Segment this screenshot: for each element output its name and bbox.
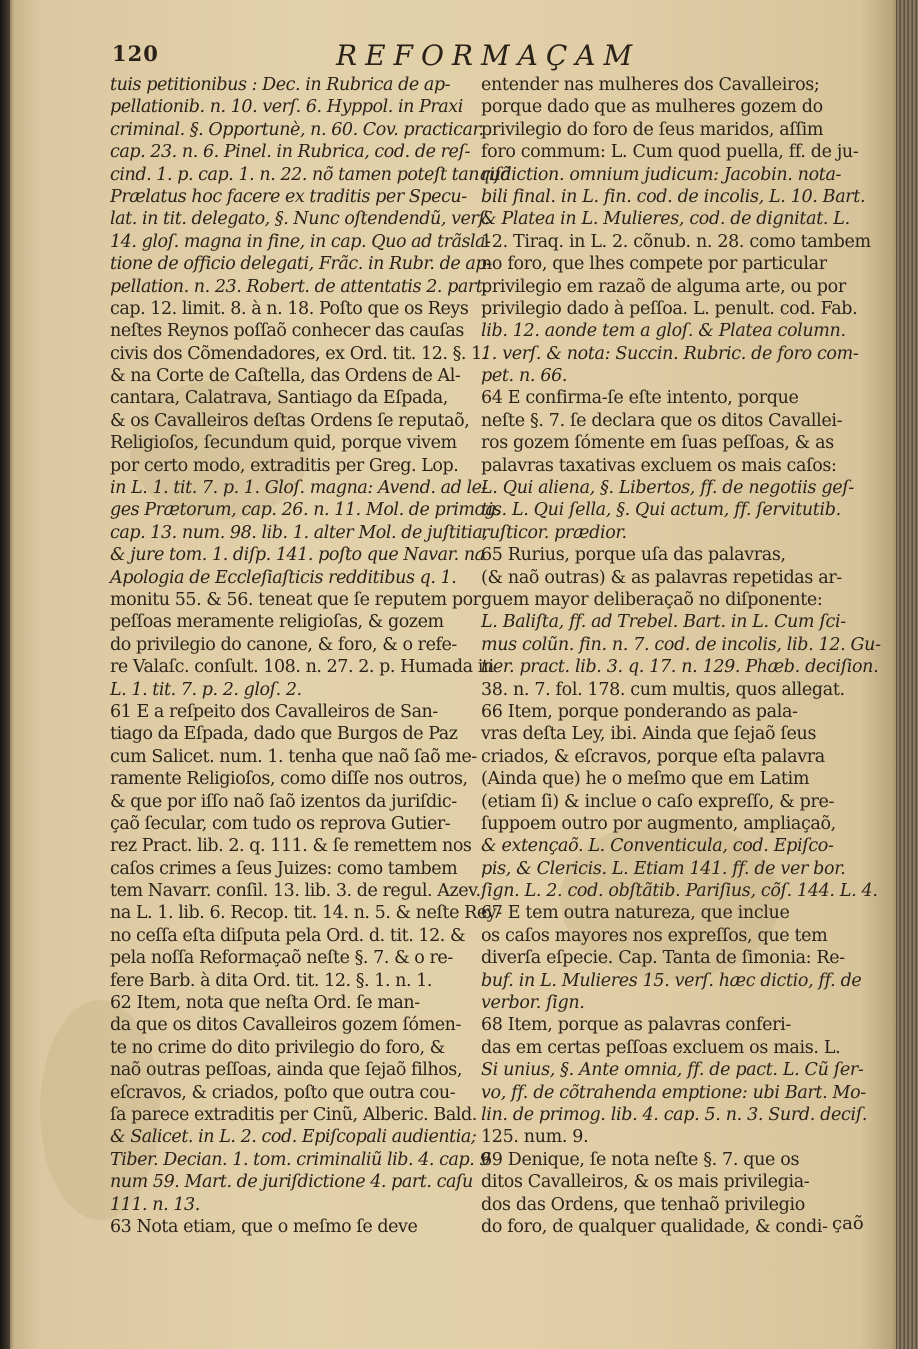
text-line: 111. n. 13. [110,1194,200,1215]
text-line: privilegio dado à peſſoa. L. penult. cod. Fab. [481,298,858,319]
text-line: (& naõ outras) & as palavras repetidas ar- [481,567,842,588]
text-line: eſcravos, & criados, poſto que outra cou- [110,1082,456,1103]
text-line: 125. num. 9. [481,1127,589,1148]
text-line: palavras taxativas excluem os mais caſos: [481,455,837,476]
text-line: cum Salicet. num. 1. tenha que naõ ſaõ me- [110,746,477,767]
text-line: dos das Ordens, que tenhaõ privilegio [481,1194,805,1215]
text-line: na L. 1. lib. 6. Recop. tit. 14. n. 5. & neſte Rey- [110,903,502,924]
text-line: 67 E tem outra natureza, que inclue [481,903,790,924]
text-line: no ceſſa eſta diſputa pela Ord. d. tit. 12. & [110,925,466,946]
text-line: Prælatus hoc facere ex traditis per Specu- [110,186,467,207]
text-line: do foro, de qualquer qualidade, & condi- [481,1216,828,1237]
page-number: 120 [112,41,159,66]
text-line: 14. gloſ. magna in fine, in cap. Quo ad trãsla- [110,231,491,252]
text-line: 38. n. 7. fol. 178. cum multis, quos allegat. [481,679,845,700]
text-line: da que os ditos Cavalleiros gozem ſómen- [110,1015,461,1036]
text-line: buf. in L. Mulieres 15. verſ. hæc dictio, ff. de [481,970,862,991]
text-line: re Valaſc. conſult. 108. n. 27. 2. p. Humada in [110,657,494,678]
text-line: & os Cavalleiros deſtas Ordens ſe reputaõ, [110,410,470,431]
text-line: L. Qui aliena, §. Libertos, ff. de negotiis geſ- [481,478,854,499]
text-line: os caſos mayores nos expreſſos, que tem [481,925,828,946]
text-line: (Ainda que) he o meſmo que em Latim [481,769,810,790]
text-line: privilegio em razaõ de alguma arte, ou por [481,276,846,297]
text-line: riſdiction. omnium judicum: Jacobin. nota- [481,164,842,185]
text-line: pela noſſa Reformaçaõ neſte §. 7. & o re- [110,948,453,969]
text-line: 1. verſ. & nota: Succin. Rubric. de foro com- [481,343,859,364]
text-line: te no crime do dito privilegio do foro, & [110,1037,445,1058]
text-line: Apologia de Eccleſiaſticis redditibus q. 1. [110,567,457,588]
text-line: 65 Rurius, porque uſa das palavras, [481,545,786,566]
text-line: privilegio do foro de ſeus maridos, aſſim [481,119,824,140]
text-line: in L. 1. tit. 7. p. 1. Gloſ. magna: Avend. ad le- [110,478,487,499]
text-line: entender nas mulheres dos Cavalleiros; [481,75,820,95]
text-line: lat. in tit. delegato, §. Nunc oſtendendũ, verſ. [110,209,490,230]
text-line: & extençaõ. L. Conventicula, cod. Epiſco- [481,836,834,857]
text-line: criminal. §. Opportunè, n. 60. Cov. practicar. [110,119,484,140]
text-line: bili final. in L. fin. cod. de incolis, L. 10. Bart. [481,186,866,207]
text-line: vras deſta Ley, ibi. Ainda que ſejaõ ſeus [481,724,817,745]
text-line: do privilegio do canone, & foro, & o refe- [110,634,457,655]
book-spine-shadow [0,0,10,1349]
text-line: civis dos Cõmendadores, ex Ord. tit. 12. §. 1. [110,343,487,364]
text-line: verbor. ſign. [481,993,585,1014]
text-line: & na Corte de Caſtella, das Ordens de Al- [110,366,461,387]
page-stack-edge [896,0,918,1349]
text-line: (etiam ſi) & inclue o caſo expreſſo, & pre- [481,791,835,812]
text-line: 68 Item, porque as palavras conferi- [481,1015,791,1036]
text-line: naõ outras peſſoas, ainda que ſejaõ filhos, [110,1060,462,1081]
text-line: Tiber. Decian. 1. tom. criminaliũ lib. 4. cap. 9 [110,1149,491,1170]
text-line: criados, & eſcravos, porque eſta palavra [481,746,825,767]
text-line: ros gozem ſómente em ſuas peſſoas, & as [481,433,834,454]
text-line: cantara, Calatrava, Santiago da Eſpada, [110,388,448,409]
catchword: çaõ [832,1213,864,1234]
text-line: lib. 12. aonde tem a gloſ. & Platea column. [481,321,846,342]
text-line: mus colũn. fin. n. 7. cod. de incolis, lib. 12. Gu- [481,634,881,655]
text-line: çaõ ſecular, com tudo os reprova Gutier- [110,813,451,834]
text-line: neſte §. 7. ſe declara que os ditos Cavallei- [481,410,843,431]
text-line: Religioſos, ſecundum quid, porque vivem [110,433,457,454]
text-line: cap. 13. num. 98. lib. 1. alter Mol. de juſtitia, [110,522,488,543]
text-line: lin. de primog. lib. 4. cap. 5. n. 3. Surd. deciſ. [481,1104,868,1125]
text-line: cap. 12. limit. 8. à n. 18. Poſto que os Reys [110,298,469,319]
text-line: 12. Tiraq. in L. 2. cõnub. n. 28. como tambem [481,231,871,252]
text-line: fere Barb. à dita Ord. tit. 12. §. 1. n. 1. [110,970,433,991]
text-line: ſa parece extraditis per Cinũ, Alberic. Bald. [110,1104,477,1125]
text-line: tem Navarr. conſil. 13. lib. 3. de regul. Azev. [110,881,481,902]
text-line: porque dado que as mulheres gozem do [481,97,823,118]
text-line: 62 Item, nota que neſta Ord. ſe man- [110,993,420,1014]
text-line: & que por iſſo naõ ſaõ izentos da juriſdic- [110,791,457,812]
text-line: ditos Cavalleiros, & os mais privilegia- [481,1172,810,1193]
text-line: pellation. n. 23. Robert. de attentatis 2. part. [110,276,488,297]
text-line: L. 1. tit. 7. p. 2. gloſ. 2. [110,679,302,700]
text-line: ges Prætorum, cap. 26. n. 11. Mol. de primog. [110,500,501,521]
text-line: cap. 23. n. 6. Pinel. in Rubrica, cod. de reſ- [110,142,470,163]
text-line: ramente Religioſos, como diſſe nos outros, [110,769,468,790]
text-line: & Platea in L. Mulieres, cod. de dignitat. L. [481,209,850,230]
text-line: 64 E confirma-ſe eſte intento, porque [481,388,799,409]
text-line: peſſoas meramente religioſas, & gozem [110,612,444,633]
text-line: das em certas peſſoas excluem os mais. L. [481,1037,841,1058]
running-title: REFORMAÇAM [336,39,641,72]
text-line: no foro, que lhes compete por particular [481,254,827,275]
text-line: tis. L. Qui ſella, §. Qui actum, ff. ſervitutib. [481,500,841,521]
text-line: 69 Denique, ſe nota neſte §. 7. que os [481,1149,800,1170]
text-line: tuis petitionibus : Dec. in Rubrica de ap- [110,75,451,95]
text-line: ſign. L. 2. cod. obſtãtib. Pariſius, cõſ. 144. L. 4. [481,881,878,902]
text-line: guem mayor deliberaçaõ no diſponente: [481,589,823,610]
text-line: 66 Item, porque ponderando as pala- [481,701,798,722]
text-line: por certo modo, extraditis per Greg. Lop. [110,455,459,476]
text-line: 61 E a reſpeito dos Cavalleiros de San- [110,701,438,722]
text-line: Si unius, §. Ante omnia, ff. de pact. L. Cũ ſer- [481,1060,864,1081]
text-line: foro commum: L. Cum quod puella, ff. de ju- [481,142,859,163]
text-line: caſos crimes a ſeus Juizes: como tambem [110,858,458,879]
text-line: monitu 55. & 56. teneat que ſe reputem por [110,589,481,610]
text-line: ſuppoem outro por augmento, ampliaçaõ, [481,813,836,834]
text-line: num 59. Mart. de juriſdictione 4. part. caſu [110,1172,473,1193]
text-line: & Salicet. in L. 2. cod. Epiſcopali audientia; [110,1127,477,1148]
text-line: diverſa eſpecie. Cap. Tanta de ſimonia: Re- [481,948,845,969]
text-line: tier. pract. lib. 3. q. 17. n. 129. Phæb. deciſion. [481,657,879,678]
text-line: & jure tom. 1. diſp. 141. poſto que Navar. na [110,545,485,566]
text-line: vo, ff. de cõtrahenda emptione: ubi Bart. Mo- [481,1082,866,1103]
text-line: pellationib. n. 10. verſ. 6. Hyppol. in Praxi [110,97,463,118]
text-line: pet. n. 66. [481,366,568,387]
text-line: neſtes Reynos poſſaõ conhecer das cauſas [110,321,464,342]
right-text-column [481,74,881,1238]
text-line: rez Pract. lib. 2. q. 111. & ſe remettem nos [110,836,472,857]
text-line: cind. 1. p. cap. 1. n. 22. nõ tamen poteſt tanquã [110,164,511,185]
left-text-column [110,74,511,1238]
text-line: L. Baliſta, ff. ad Trebel. Bart. in L. Cum ſci- [481,612,846,633]
text-line: ruſticor. prædior. [481,522,627,543]
text-line: tiago da Eſpada, dado que Burgos de Paz [110,724,458,745]
text-line: 63 Nota etiam, que o meſmo ſe deve [110,1216,418,1237]
text-line: tione de officio delegati, Frãc. in Rubr. de ap- [110,254,492,275]
text-line: pis, & Clericis. L. Etiam 141. ff. de ver bor. [481,858,846,879]
